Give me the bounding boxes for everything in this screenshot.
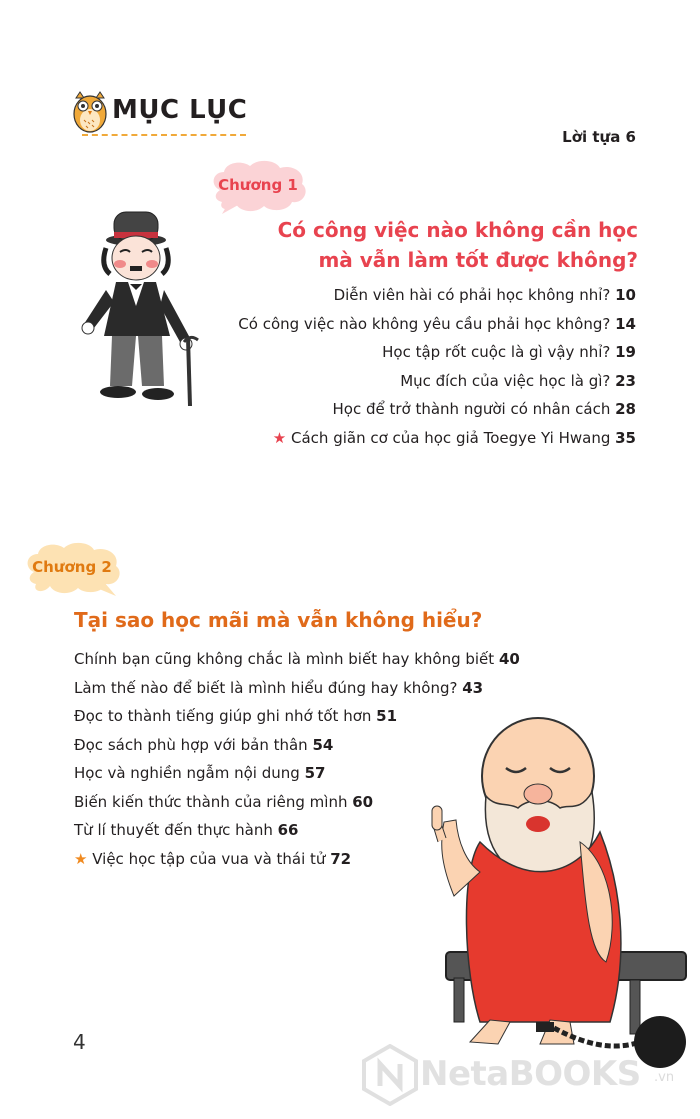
chapter-1-badge — [206, 156, 310, 218]
toc-entry-title: Đọc to thành tiếng giúp ghi nhớ tốt hơn — [74, 707, 372, 725]
chapter-1-toc — [238, 281, 636, 452]
chapter-2-title: Tại sao học mãi mà vẫn không hiểu? — [74, 608, 483, 632]
toc-entry-title: Cách giãn cơ của học giả Toegye Yi Hwang — [291, 428, 611, 447]
toc-entry-page: 51 — [376, 707, 398, 725]
toc-entry-page: 43 — [462, 678, 484, 697]
chapter-2-badge — [20, 538, 124, 600]
toc-entry-page: 28 — [615, 400, 636, 418]
chapter-1-title-line: mà vẫn làm tốt được không? — [318, 248, 638, 272]
toc-entry-title: Biến kiến thức thành của riêng mình — [74, 792, 348, 811]
toc-entry-page: 40 — [498, 650, 520, 668]
toc-entry-title: Làm thế nào để biết là mình hiểu đúng hay không? — [74, 678, 458, 697]
toc-entry-page: 35 — [615, 428, 636, 447]
chapter-1-label: Chương 1 — [218, 176, 298, 194]
watermark-suffix: .vn — [654, 1070, 675, 1085]
toc-entry-page: 60 — [352, 792, 374, 811]
toc-entry-title: Từ lí thuyết đến thực hành — [74, 821, 273, 839]
toc-entry-page: 23 — [615, 371, 636, 390]
chapter-2-label: Chương 2 — [32, 558, 112, 576]
star-icon: ★ — [74, 849, 88, 868]
philosopher-illustration — [410, 712, 690, 1082]
toc-entry-title: Học tập rốt cuộc là gì vậy nhỉ? — [382, 343, 611, 361]
toc-entry — [238, 424, 636, 453]
preface-entry: Lời tựa 6 — [562, 128, 636, 146]
toc-entry — [238, 338, 636, 367]
toc-entry-title: Đọc sách phù hợp với bản thân — [74, 735, 308, 754]
watermark — [362, 1040, 692, 1110]
toc-entry — [74, 674, 520, 703]
toc-header — [70, 90, 250, 140]
toc-entry — [238, 367, 636, 396]
toc-entry-title: Diễn viên hài có phải học không nhỉ? — [333, 286, 611, 304]
toc-entry-page: 14 — [615, 314, 636, 333]
toc-entry — [238, 395, 636, 424]
chapter-1-title-line: Có công việc nào không cần học — [277, 218, 638, 242]
toc-entry-page: 10 — [615, 286, 636, 304]
toc-entry — [238, 310, 636, 339]
toc-entry-page: 72 — [330, 849, 352, 868]
toc-entry-title: Học để trở thành người có nhân cách — [332, 400, 611, 418]
toc-entry — [238, 281, 636, 310]
toc-entry-page: 57 — [304, 764, 326, 782]
toc-entry-title: Học và nghiền ngẫm nội dung — [74, 764, 300, 782]
toc-entry — [74, 645, 520, 674]
netabooks-logo-icon — [362, 1044, 418, 1106]
toc-entry-page: 66 — [277, 821, 299, 839]
toc-entry-title: Việc học tập của vua và thái tử — [92, 849, 326, 868]
title-underline — [82, 134, 246, 136]
toc-entry-title: Mục đích của việc học là gì? — [400, 371, 611, 390]
watermark-brand: NetaBOOKS — [420, 1054, 641, 1094]
toc-entry-page: 54 — [312, 735, 334, 754]
toc-entry-title: Chính bạn cũng không chắc là mình biết hay không biết — [74, 650, 495, 668]
star-icon: ★ — [272, 428, 287, 447]
toc-entry-page: 19 — [615, 343, 636, 361]
chapter-1-title — [218, 215, 638, 275]
toc-entry-title: Có công việc nào không yêu cầu phải học không? — [238, 314, 611, 333]
page-title: MỤC LỤC — [112, 95, 248, 125]
owl-icon — [70, 90, 110, 134]
chaplin-illustration — [76, 206, 206, 406]
page-number: 4 — [73, 1030, 86, 1054]
